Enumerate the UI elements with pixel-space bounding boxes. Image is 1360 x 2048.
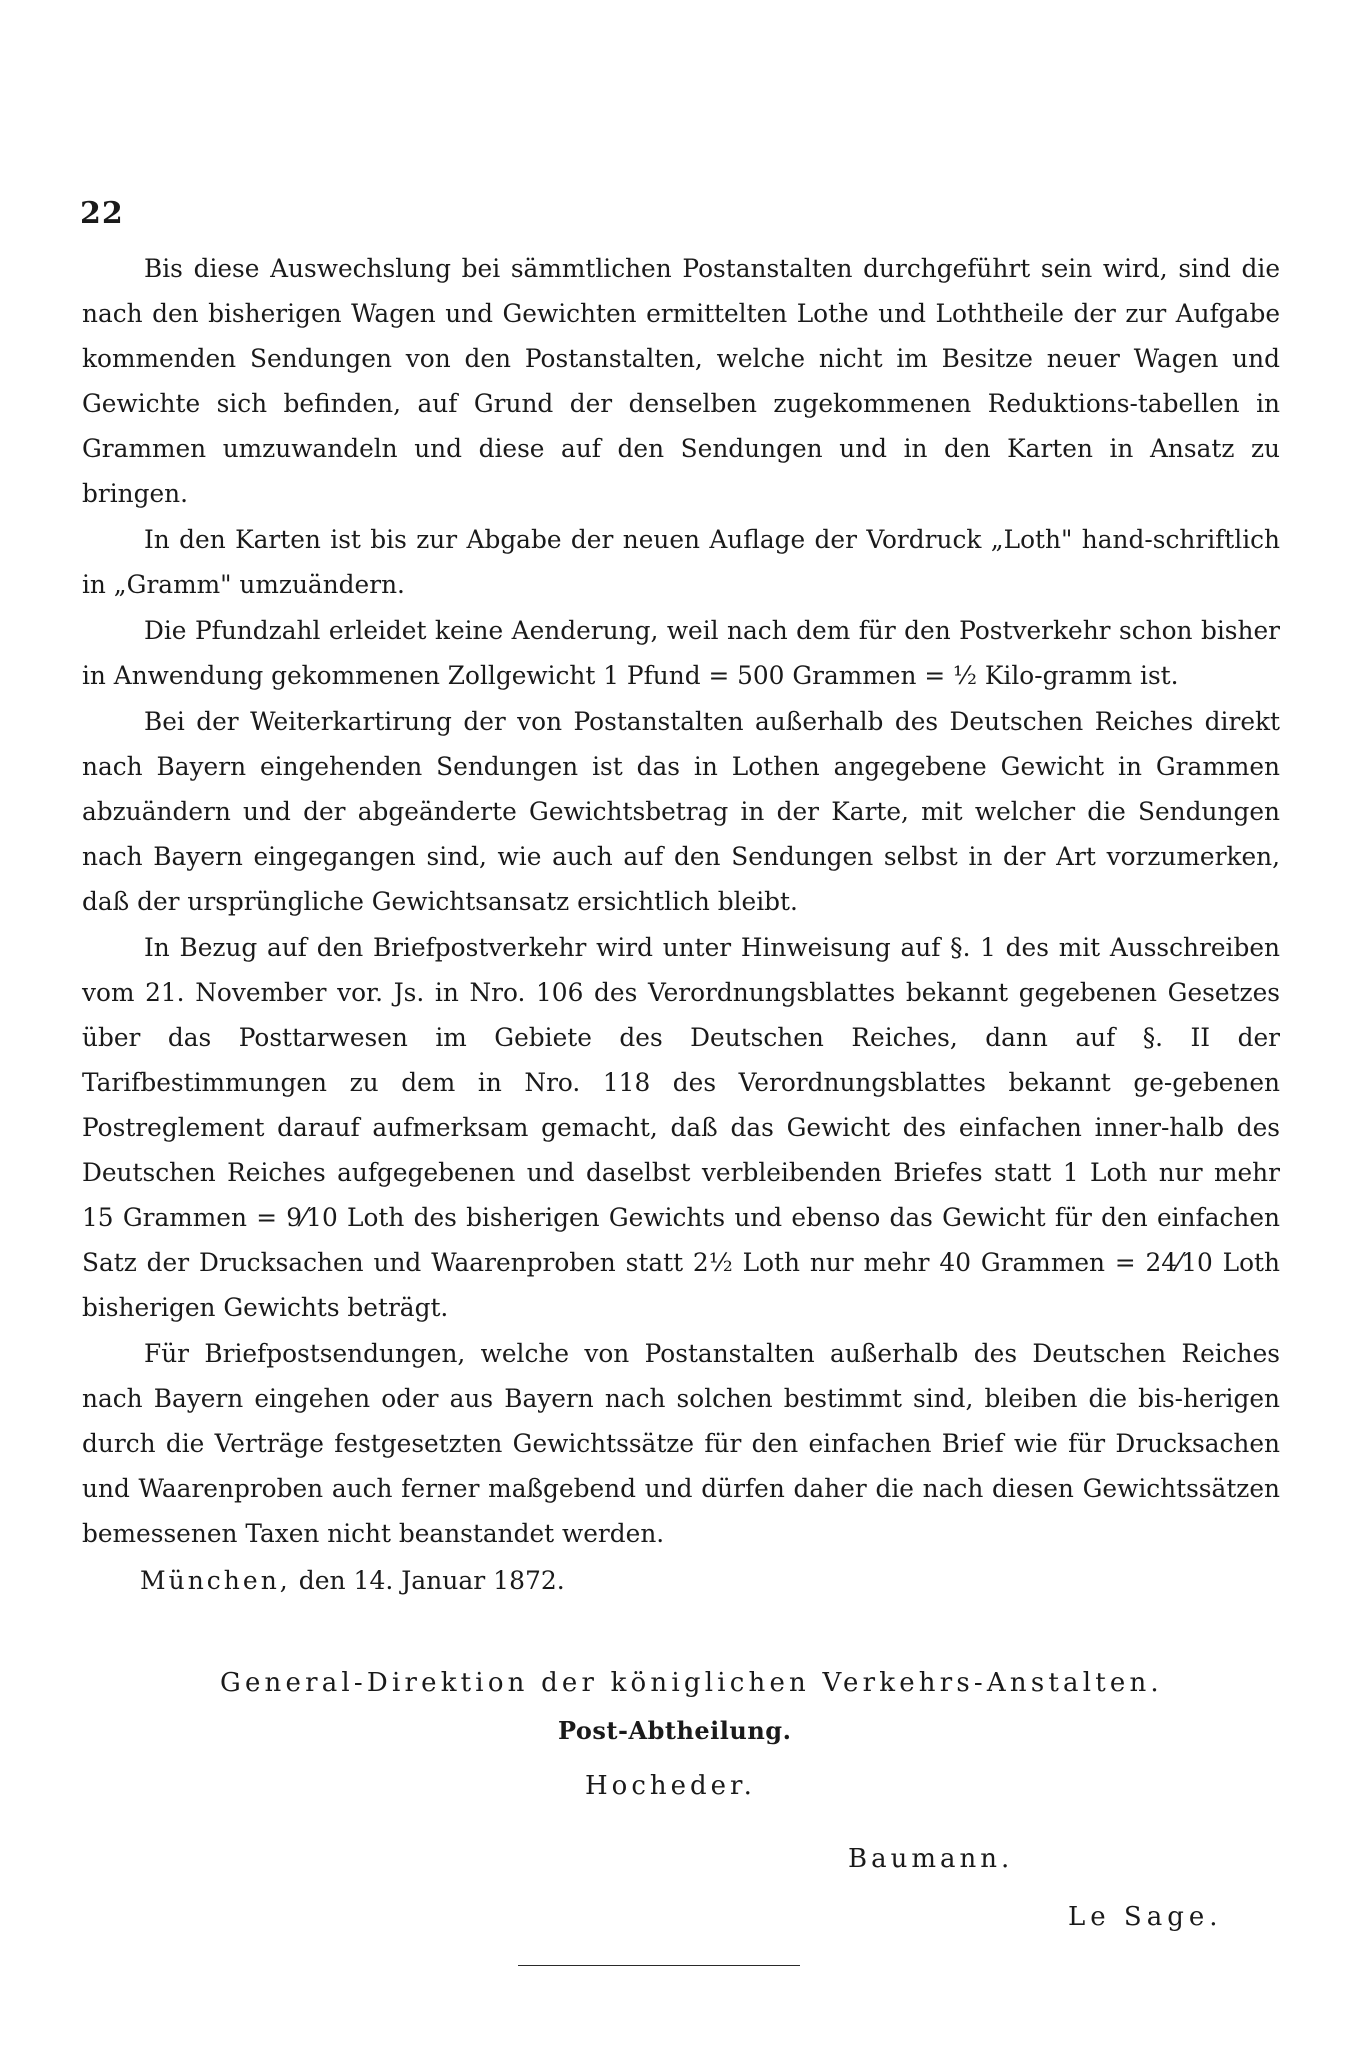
- paragraph-3: Die Pfundzahl erleidet keine Aenderung, weil nach dem für den Postverkehr schon bisher in Anwendung gekommenen Zollgewicht 1 Pfund = 500 Grammen = ½ Kilo-gramm ist.: [82, 616, 1280, 690]
- paragraph-2: In den Karten ist bis zur Abgabe der neuen Auflage der Vordruck „Loth" hand-schriftlich in „Gramm" umzuändern.: [82, 525, 1280, 599]
- signing-department: Post-Abtheilung.: [558, 1716, 792, 1745]
- dateline-place: München,: [140, 1566, 291, 1595]
- page-number: 22: [80, 196, 124, 231]
- signatory-1: Hocheder.: [585, 1771, 756, 1801]
- signing-authority: General-Direktion der königlichen Verkehrs-Anstalten.: [220, 1668, 1163, 1698]
- signatory-2: Baumann.: [848, 1844, 1014, 1874]
- paragraph-4: Bei der Weiterkartirung der von Postanstalten außerhalb des Deutschen Reiches direkt nach Bayern eingehenden Sendungen ist das in Lothen angegebene Gewicht in Grammen abzuändern und der abgeänderte Gewichtsbetrag in der Karte, mit welcher die Sendungen nach Bayern eingegangen sind, wie auch auf den Sendungen selbst in der Art vorzumerken, daß der ursprüngliche Gewichtsansatz ersichtlich bleibt.: [82, 707, 1280, 916]
- paragraph-1: Bis diese Auswechslung bei sämmtlichen Postanstalten durchgeführt sein wird, sind die nach den bisherigen Wagen und Gewichten ermittelten Lothe und Loththeile der zur Aufgabe kommenden Sendungen von den Postanstalten, welche nicht im Besitze neuer Wagen und Gewichte sich befinden, auf Grund der denselben zugekommenen Reduktions-tabellen in Grammen umzuwandeln und diese auf den Sendungen und in den Karten in Ansatz zu bringen.: [82, 254, 1280, 508]
- dateline: [82, 1558, 1280, 1604]
- dateline-date: den 14. Januar 1872.: [298, 1566, 565, 1595]
- paragraph-6: Für Briefpostsendungen, welche von Postanstalten außerhalb des Deutschen Reiches nach Bayern eingehen oder aus Bayern nach solchen bestimmt sind, bleiben die bis-herigen durch die Verträge festgesetzten Gewichtssätze für den einfachen Brief wie für Drucksachen und Waarenproben auch ferner maßgebend und dürfen daher die nach diesen Gewichtssätzen bemessenen Taxen nicht beanstandet werden.: [82, 1339, 1280, 1548]
- body-text: [82, 246, 1280, 1604]
- closing-rule: [518, 1965, 800, 1966]
- signatory-3: Le Sage.: [1068, 1902, 1223, 1932]
- paragraph-5: In Bezug auf den Briefpostverkehr wird unter Hinweisung auf §. 1 des mit Ausschreiben vom 21. November vor. Js. in Nro. 106 des Verordnungsblattes bekannt gegebenen Gesetzes über das Posttarwesen im Gebiete des Deutschen Reiches, dann auf §. II der Tarifbestimmungen zu dem in Nro. 118 des Verordnungsblattes bekannt ge-gebenen Postreglement darauf aufmerksam gemacht, daß das Gewicht des einfachen inner-halb des Deutschen Reiches aufgegebenen und daselbst verbleibenden Briefes statt 1 Loth nur mehr 15 Grammen = 9⁄10 Loth des bisherigen Gewichts und ebenso das Gewicht für den einfachen Satz der Drucksachen und Waarenproben statt 2½ Loth nur mehr 40 Grammen = 24⁄10 Loth bisherigen Gewichts beträgt.: [82, 933, 1280, 1322]
